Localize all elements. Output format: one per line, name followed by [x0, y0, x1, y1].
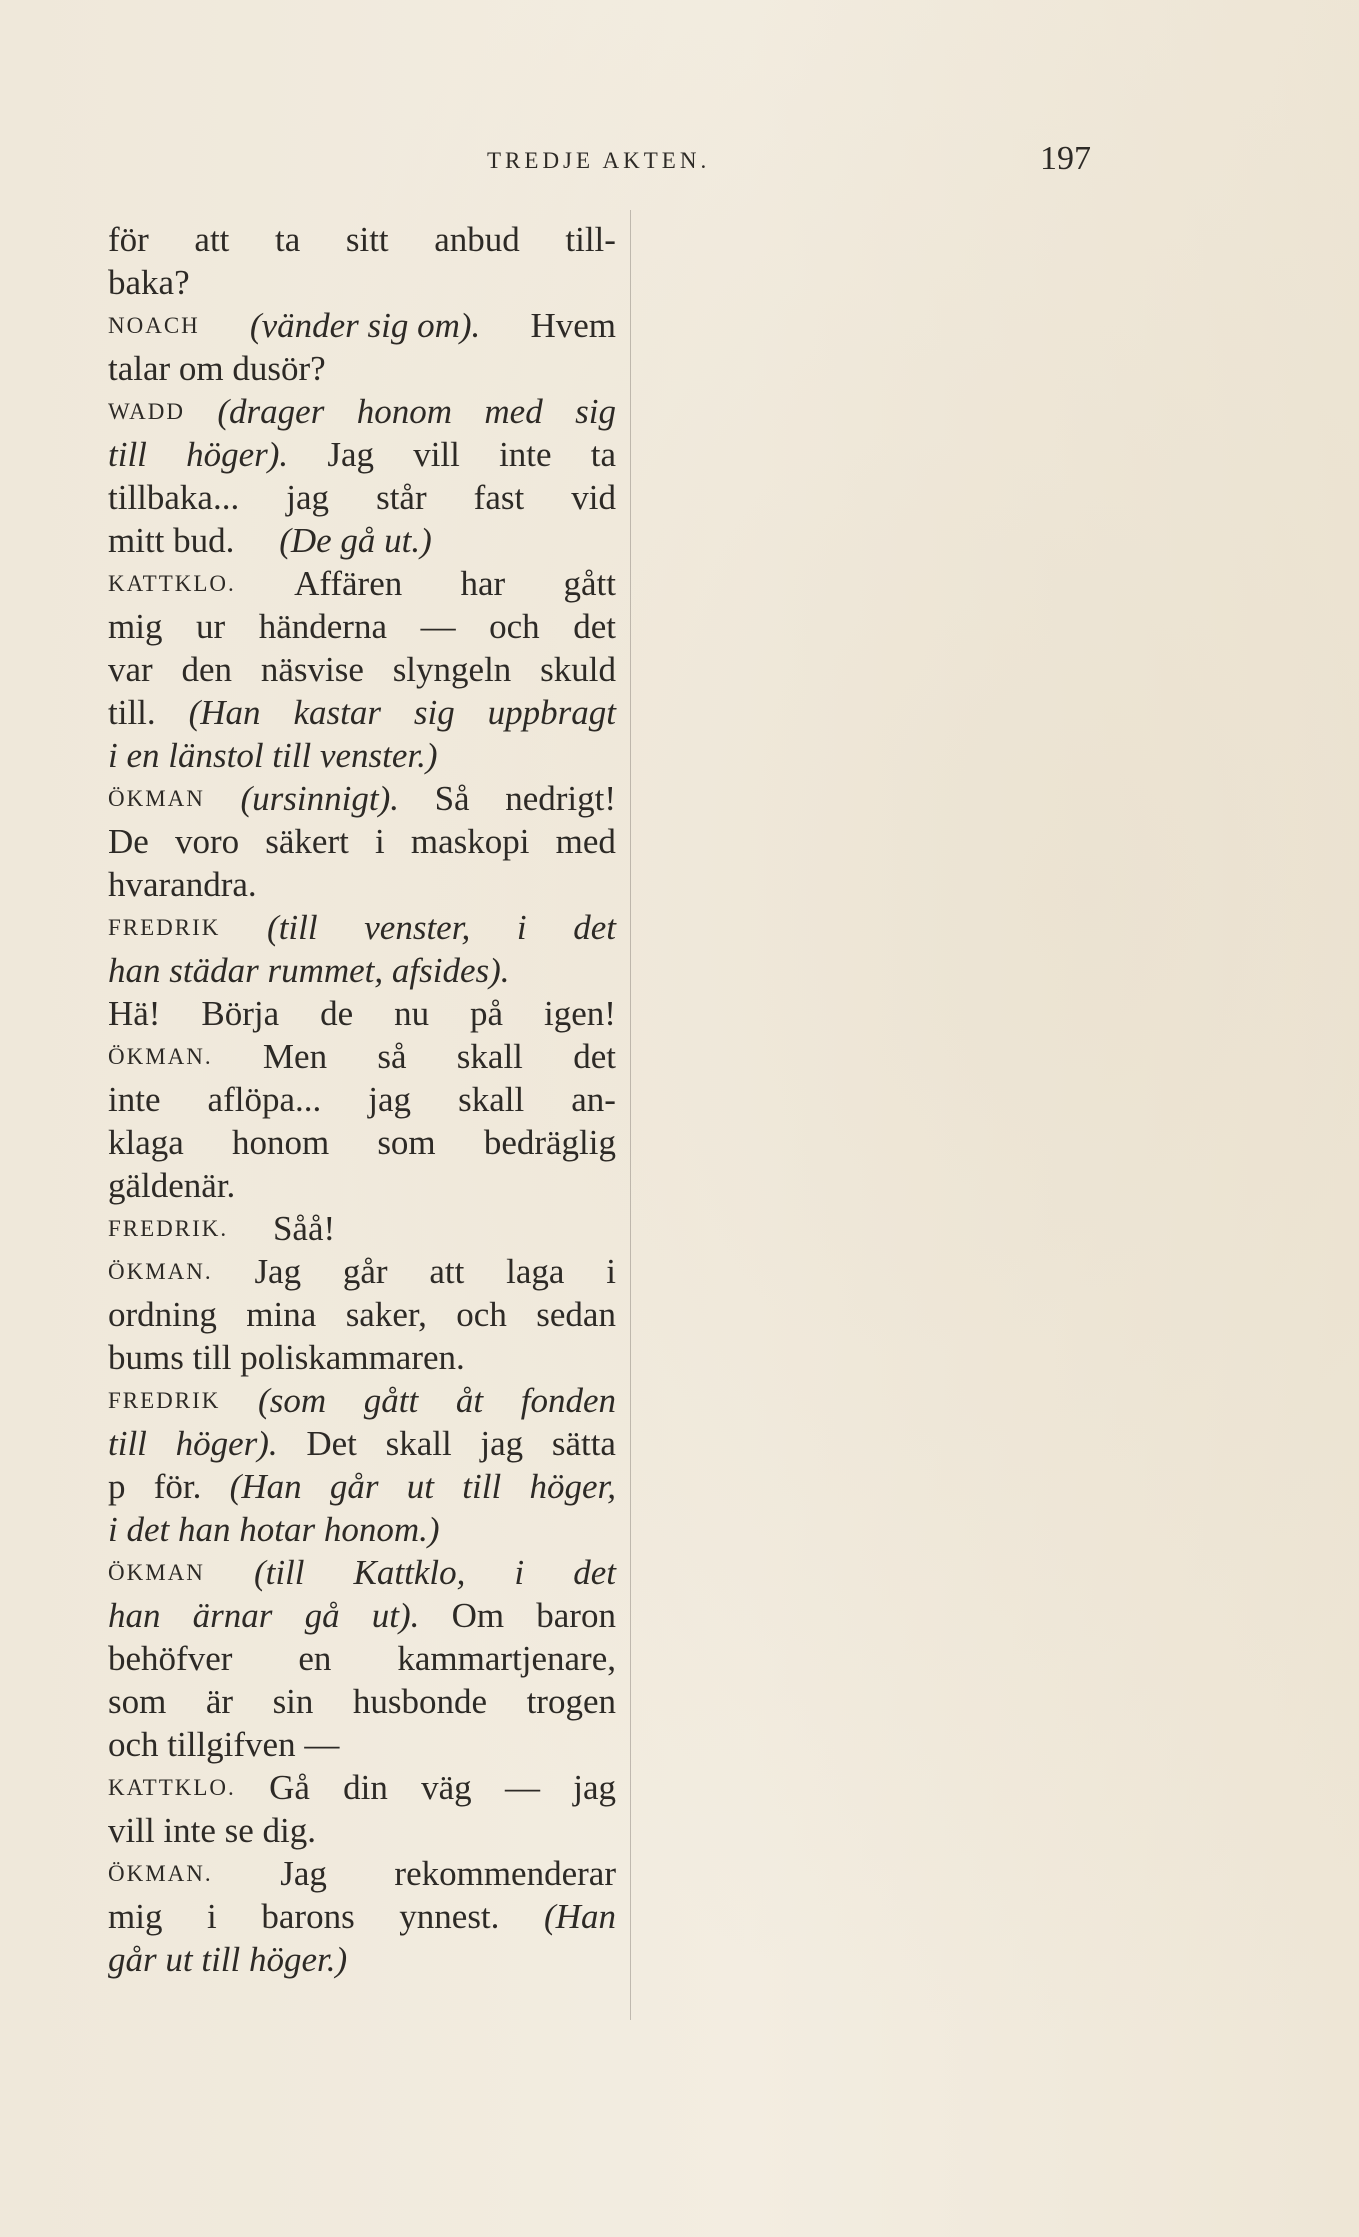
dialogue-word: din — [343, 1768, 388, 1807]
dialogue-word: mina — [246, 1295, 317, 1334]
stage-direction-word: (Han — [188, 693, 261, 732]
dialogue-word: Jag — [280, 1854, 327, 1893]
stage-direction-word: höger, — [529, 1467, 616, 1506]
speaker-name: ÖKMAN. — [108, 1259, 213, 1284]
dialogue-word: till. — [108, 693, 156, 732]
dialogue-word: sin — [272, 1682, 314, 1721]
dialogue-word: saker, — [345, 1295, 427, 1334]
dialogue-word: säkert — [265, 822, 349, 861]
text-line — [108, 562, 616, 605]
speaker-name: ÖKMAN — [108, 1560, 205, 1585]
dialogue-word: sätta — [551, 1424, 616, 1463]
dialogue-word: nedrigt! — [505, 779, 616, 818]
stage-direction-word: ärnar — [192, 1596, 273, 1635]
dialogue-word: på — [470, 994, 504, 1033]
text-line — [108, 1121, 616, 1164]
speaker-name: WADD — [108, 399, 185, 424]
dialogue-word: en — [298, 1639, 332, 1678]
text-line — [108, 1508, 616, 1551]
dialogue-word: behöfver — [108, 1639, 233, 1678]
text-line — [108, 261, 616, 304]
speaker-name: FREDRIK — [108, 1388, 221, 1413]
dialogue-word: att — [429, 1252, 465, 1291]
stage-direction-word: i — [516, 908, 527, 947]
dialogue-word: så — [377, 1037, 407, 1076]
dialogue-word: igen! — [544, 994, 616, 1033]
dialogue-word: Såå! — [237, 1209, 336, 1248]
stage-direction-word: ut). — [371, 1596, 420, 1635]
dialogue-word: sedan — [536, 1295, 616, 1334]
dialogue-word: skall — [456, 1037, 523, 1076]
text-line — [108, 1465, 616, 1508]
dialogue-word: bedräglig — [483, 1123, 616, 1162]
text-line — [108, 1422, 616, 1465]
dialogue-word: Affären — [294, 564, 403, 603]
dialogue-word: hvarandra. — [108, 865, 257, 904]
stage-direction-word: (vänder sig om). — [249, 306, 481, 345]
text-line — [108, 1852, 616, 1895]
stage-direction-word: höger). — [186, 435, 289, 474]
text-line — [108, 992, 616, 1035]
text-line — [108, 949, 616, 992]
dialogue-word: det — [573, 1037, 616, 1076]
dialogue-word: som — [108, 1682, 167, 1721]
speaker-name: KATTKLO. — [108, 1775, 236, 1800]
running-title: TREDJE AKTEN. — [487, 148, 711, 173]
stage-direction-word: till — [462, 1467, 502, 1506]
dialogue-word: skall — [385, 1424, 452, 1463]
text-line — [108, 519, 616, 562]
dialogue-word: nu — [394, 994, 430, 1033]
stage-direction-word: fonden — [520, 1381, 616, 1420]
text-line — [108, 476, 616, 519]
stage-direction-word: (till — [267, 908, 318, 947]
dialogue-word: Hä! — [108, 994, 161, 1033]
dialogue-word: gäldenär. — [108, 1166, 236, 1205]
text-line — [108, 1078, 616, 1121]
text-line — [108, 648, 616, 691]
dialogue-word: för — [108, 220, 149, 259]
dialogue-word: mig — [108, 1897, 163, 1936]
dialogue-word: det — [573, 607, 616, 646]
stage-direction-word: honom — [356, 392, 452, 431]
text-line — [108, 1637, 616, 1680]
text-line — [108, 1293, 616, 1336]
dialogue-word: de — [320, 994, 354, 1033]
stage-direction-word: det — [573, 1553, 616, 1592]
dialogue-word: rekommenderar — [394, 1854, 616, 1893]
stage-direction-word: sig — [575, 392, 616, 431]
text-line — [108, 1379, 616, 1422]
dialogue-word: näsvise — [260, 650, 364, 689]
stage-direction-word: uppbragt — [487, 693, 616, 732]
text-line — [108, 863, 616, 906]
speaker-name: NOACH — [108, 313, 200, 338]
dialogue-word: väg — [421, 1768, 472, 1807]
dialogue-word: är — [205, 1682, 234, 1721]
dialogue-word: Jag — [327, 435, 374, 474]
dialogue-word: har — [460, 564, 506, 603]
text-line — [108, 1551, 616, 1594]
stage-direction-word: (drager — [217, 392, 325, 431]
dialogue-word: Börja — [201, 994, 280, 1033]
text-line — [108, 820, 616, 863]
stage-direction-word: gå — [304, 1596, 340, 1635]
dialogue-word: jag — [480, 1424, 524, 1463]
stage-direction-word: (Han — [229, 1467, 302, 1506]
dialogue-word: ta — [590, 435, 616, 474]
dialogue-word: Gå — [269, 1768, 310, 1807]
text-line — [108, 1207, 616, 1250]
stage-direction-word: till — [108, 435, 147, 474]
dialogue-word: och — [456, 1295, 507, 1334]
text-line — [108, 605, 616, 648]
text-line — [108, 777, 616, 820]
text-line — [108, 1766, 616, 1809]
text-line — [108, 1723, 616, 1766]
stage-direction-word: i det han hotar honom.) — [108, 1510, 440, 1549]
stage-direction-word: det — [573, 908, 616, 947]
dialogue-word: kammartjenare, — [397, 1639, 616, 1678]
dialogue-word: mig — [108, 607, 163, 646]
stage-direction-word: går ut till höger.) — [108, 1940, 348, 1979]
dialogue-word: ordning — [108, 1295, 217, 1334]
text-line — [108, 1809, 616, 1852]
dialogue-word: voro — [174, 822, 240, 861]
dialogue-word: husbonde — [352, 1682, 488, 1721]
text-line — [108, 304, 616, 347]
stage-direction-word: han städar rummet, afsides). — [108, 951, 510, 990]
page-number: 197 — [1040, 140, 1091, 177]
dialogue-word: och — [489, 607, 540, 646]
text-line — [108, 1164, 616, 1207]
speaker-name: ÖKMAN — [108, 786, 205, 811]
text-line — [108, 218, 616, 261]
dialogue-word: att — [194, 220, 230, 259]
dialogue-word: tillbaka... — [108, 478, 240, 517]
dialogue-word: vid — [571, 478, 616, 517]
stage-direction-word: i — [514, 1553, 525, 1592]
text-line — [108, 390, 616, 433]
dialogue-word: barons — [261, 1897, 355, 1936]
dialogue-word: klaga — [108, 1123, 184, 1162]
dialogue-word: trogen — [526, 1682, 616, 1721]
text-line — [108, 1680, 616, 1723]
dialogue-word: maskopi — [410, 822, 530, 861]
text-line — [108, 1336, 616, 1379]
dialogue-word: till- — [565, 220, 616, 259]
dialogue-word: talar om dusör? — [108, 349, 326, 388]
text-line — [108, 433, 616, 476]
text-line — [108, 1895, 616, 1938]
speaker-name: KATTKLO. — [108, 571, 236, 596]
dialogue-word: vill inte se dig. — [108, 1811, 317, 1850]
dialogue-word: går — [342, 1252, 388, 1291]
text-line — [108, 1035, 616, 1078]
stage-direction-word: (De gå ut.) — [279, 521, 432, 560]
dialogue-word: händerna — [258, 607, 387, 646]
speaker-name: FREDRIK — [108, 915, 221, 940]
dialogue-word: skuld — [540, 650, 616, 689]
stage-direction-word: (ursinnigt). — [240, 779, 399, 818]
dialogue-word: skall — [458, 1080, 525, 1119]
dialogue-word: laga — [506, 1252, 565, 1291]
dialogue-word: Om — [451, 1596, 505, 1635]
stage-direction-word: ut — [406, 1467, 434, 1506]
dialogue-word: i — [375, 822, 385, 861]
dialogue-word: i — [606, 1252, 616, 1291]
text-line — [108, 347, 616, 390]
text-line — [108, 906, 616, 949]
stage-direction-word: med — [484, 392, 543, 431]
dialogue-word: vill — [413, 435, 460, 474]
dialogue-word: bums till poliskammaren. — [108, 1338, 465, 1377]
dialogue-word: an- — [571, 1080, 616, 1119]
stage-direction-word: (till — [253, 1553, 305, 1592]
text-line — [108, 1250, 616, 1293]
running-head — [0, 140, 1359, 188]
stage-direction-word: går — [329, 1467, 379, 1506]
dialogue-word: slyngeln — [392, 650, 512, 689]
dialogue-word: p — [108, 1467, 126, 1506]
dialogue-word: sitt — [345, 220, 389, 259]
dialogue-word: inte — [499, 435, 552, 474]
dialogue-word: De — [108, 822, 149, 861]
dialogue-word: med — [555, 822, 616, 861]
dialogue-word: var — [108, 650, 153, 689]
dialogue-word: och tillgifven — — [108, 1725, 340, 1764]
dialogue-word: baron — [536, 1596, 616, 1635]
dialogue-word: jag — [573, 1768, 616, 1807]
dialogue-word: jag — [368, 1080, 412, 1119]
dialogue-word: gått — [563, 564, 616, 603]
text-column — [108, 218, 616, 1981]
dialogue-word: fast — [473, 478, 525, 517]
stage-direction-word: sig — [413, 693, 455, 732]
dialogue-word: ur — [196, 607, 226, 646]
stage-direction-word: han — [108, 1596, 161, 1635]
stage-direction-word: kastar — [293, 693, 381, 732]
dialogue-word: Så — [434, 779, 470, 818]
dialogue-word: Hvem — [530, 306, 616, 345]
text-line — [108, 691, 616, 734]
speaker-name: FREDRIK. — [108, 1216, 229, 1241]
dialogue-word: Det — [306, 1424, 357, 1463]
text-line — [108, 1938, 616, 1981]
dialogue-word: baka? — [108, 263, 190, 302]
dialogue-word: honom — [231, 1123, 330, 1162]
dialogue-word: den — [181, 650, 233, 689]
text-line — [108, 1594, 616, 1637]
dialogue-word: jag — [286, 478, 330, 517]
dialogue-word: — — [504, 1768, 540, 1807]
stage-direction-word: i en länstol till venster.) — [108, 736, 438, 775]
dialogue-word: mitt bud. — [108, 521, 270, 560]
dialogue-word: anbud — [434, 220, 520, 259]
dialogue-word: som — [377, 1123, 436, 1162]
dialogue-word: står — [376, 478, 427, 517]
dialogue-word: för. — [153, 1467, 202, 1506]
column-rule — [630, 210, 631, 2020]
speaker-name: ÖKMAN. — [108, 1044, 213, 1069]
text-line — [108, 734, 616, 777]
stage-direction-word: venster, — [364, 908, 471, 947]
dialogue-word: Men — [262, 1037, 328, 1076]
stage-direction-word: (Han — [544, 1897, 616, 1936]
dialogue-word: aflöpa... — [207, 1080, 322, 1119]
stage-direction-word: till — [108, 1424, 147, 1463]
stage-direction-word: åt — [455, 1381, 484, 1420]
stage-direction-word: (som — [258, 1381, 327, 1420]
dialogue-word: i — [207, 1897, 217, 1936]
stage-direction-word: höger). — [175, 1424, 278, 1463]
speaker-name: ÖKMAN. — [108, 1861, 213, 1886]
stage-direction-word: gått — [363, 1381, 419, 1420]
dialogue-word: inte — [108, 1080, 161, 1119]
dialogue-word: ta — [274, 220, 301, 259]
dialogue-word: — — [420, 607, 456, 646]
dialogue-word: ynnest. — [399, 1897, 500, 1936]
stage-direction-word: Kattklo, — [353, 1553, 466, 1592]
dialogue-word: Jag — [254, 1252, 302, 1291]
